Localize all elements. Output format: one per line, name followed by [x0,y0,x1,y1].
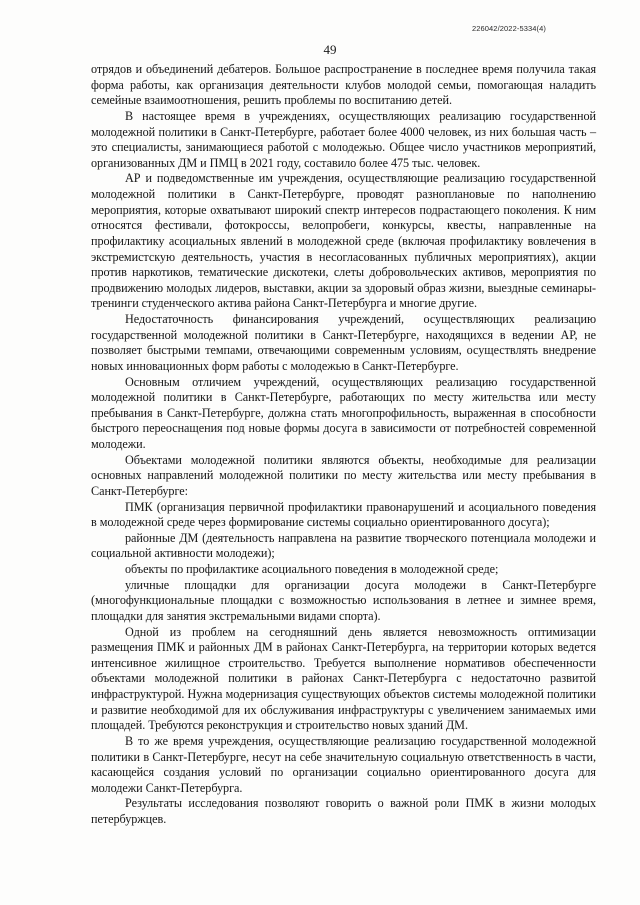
page-number: 49 [323,42,337,57]
paragraph-district-events: АР и подведомственные им учреждения, осуществляющие реализацию государственной молодежной политики в Санкт-Петербурге, проводят разноплановые по наполнению мероприятия, которые охватывают широкий спектр интересов подрастающего поколения. К ним относятся фестивали, фотокроссы, велопробеги, конкурсы, квесты, направленные на профилактику асоциальных явлений в молодежной среде (включая профилактику вовлечения в экстремистскую деятельность, участия в несогласованных публичных мероприятиях), акции против наркотиков, тематические дискотеки, слеты добровольческих активов, мероприятия по продвижению молодых лидеров, выставки, акции за здоровый образ жизни, выездные семинары-тренинги студенческого актива района Санкт-Петербурга и многие другие. [91,171,596,311]
list-item-pmk: ПМК (организация первичной профилактики правонарушений и асоциального поведения в молодежной среде через формирование системы социально ориентированного досуга); [91,499,596,530]
document-body [91,62,596,828]
document-reference-number: 226042/2022-5334(4) [471,24,546,33]
paragraph-continuation: отрядов и объединений дебатеров. Большое распространение в последнее время получила такая форма работы, как организация деятельности клубов молодой семьи, помогающая наладить семейные взаимоотношения, решить проблемы по воспитанию детей. [91,62,596,108]
list-item-prevention-objects: объекты по профилактике асоциального поведения в молодежной среде; [125,562,499,576]
paragraph-multiprofile: Основным отличием учреждений, осуществляющих реализацию государственной молодежной политики в Санкт-Петербурге, работающих по месту жительства или месту пребывания в Санкт-Петербурге, должна стать многопрофильность, выраженная в способности быстрого переоснащения под новые формы досуга в зависимости от потребностей современной молодежи. [91,374,596,451]
paragraph-staff-count: В настоящее время в учреждениях, осуществляющих реализацию государственной молодежной политики в Санкт-Петербурге, работает более 4000 человек, из них большая часть – это специалисты, занимающиеся работой с молодежью. Общее число участников мероприятий, организованных ДМ и ПМЦ в 2021 году, составило более 475 тыс. человек. [91,108,596,170]
paragraph-funding: Недостаточность финансирования учреждений, осуществляющих реализацию государственной молодежной политики в Санкт-Петербурге, находящихся в ведении АР, не позволяет быстрыми темпами, отвечающими современным условиям, осуществлять внедрение новых инновационных форм работы с молодежью в Санкт-Петербурге. [91,312,596,373]
list-item-street-grounds: уличные площадки для организации досуга молодежи в Санкт-Петербурге (многофункциональные площадки с возможностью использования в летнее и зимнее время, площадки для занятия экстремальными видами спорта). [91,577,596,623]
list-item-dm: районные ДМ (деятельность направлена на развитие творческого потенциала молодежи и социальной активности молодежи); [91,530,596,561]
paragraph-problems: Одной из проблем на сегодняшний день является невозможность оптимизации размещения ПМК и районных ДМ в районах Санкт-Петербурга, на территории которых ведется интенсивное жилищное строительство. Требуется выполнение нормативов обеспеченности объектами молодежной политики в районах Санкт-Петербурга с недостаточно развитой инфраструктурой. Нужна модернизация существующих объектов системы молодежной политики и развитие необходимой для их обслуживания инфраструктуры с увеличением занимаемых ими площадей. Требуются реконструкция и строительство новых зданий ДМ. [91,624,596,733]
paragraph-conclusion: Результаты исследования позволяют говорить о важной роли ПМК в жизни молодых петербуржцев. [91,796,596,826]
paragraph-objects-intro: Объектами молодежной политики являются объекты, необходимые для реализации основных направлений молодежной политики по месту жительства или месту пребывания в Санкт-Петербурге: [91,452,596,498]
paragraph-responsibility: В то же время учреждения, осуществляющие реализацию государственной молодежной политики в Санкт-Петербурге, несут на себе значительную социальную ответственность в части, касающейся создания условий по организации социально ориентированного досуга для молодежи Санкт-Петербурга. [91,733,596,795]
